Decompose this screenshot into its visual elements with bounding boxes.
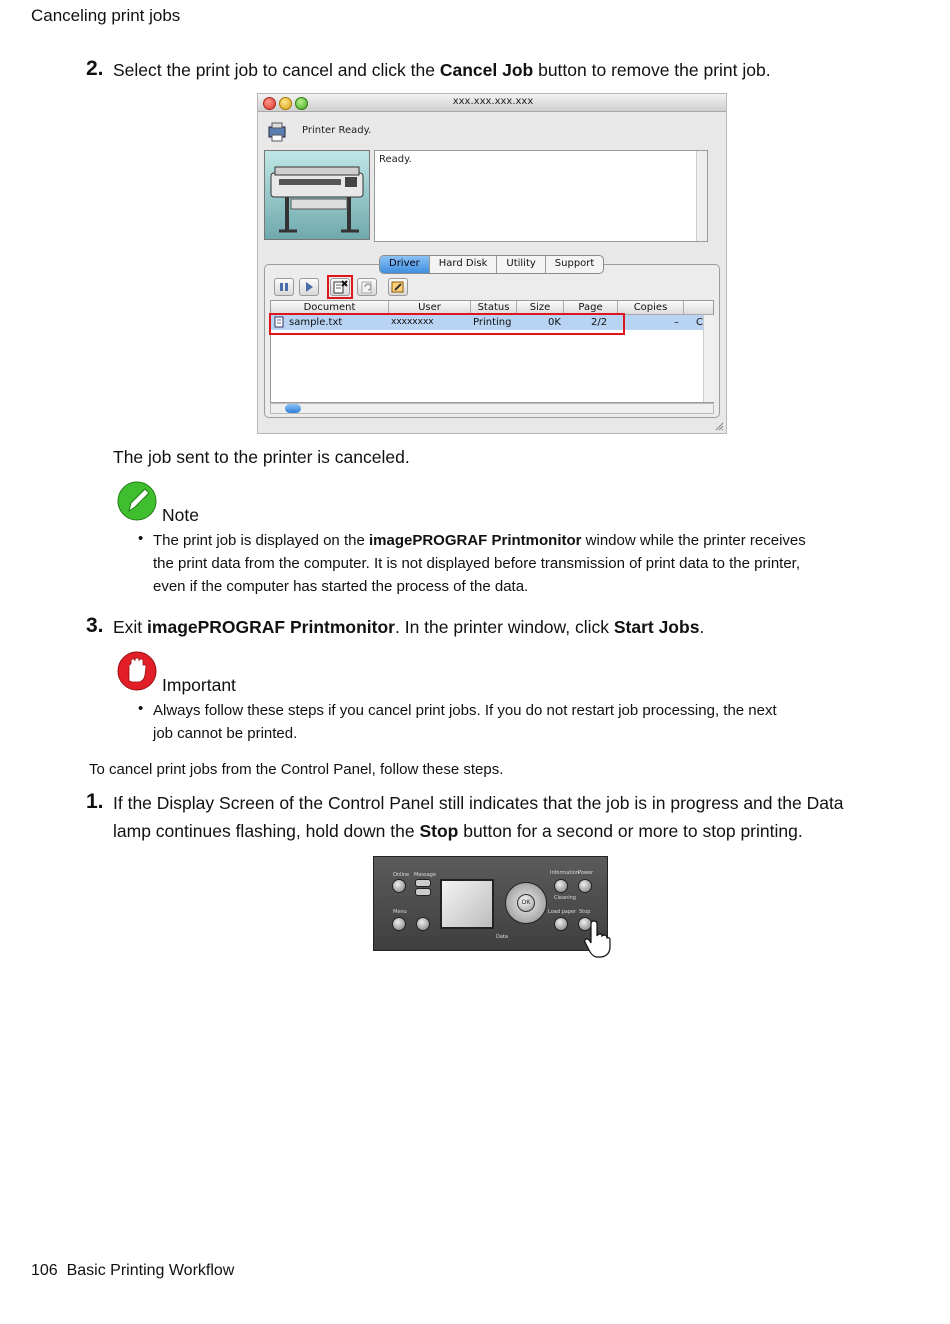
label-online: Online bbox=[393, 872, 410, 878]
horizontal-scrollbar[interactable] bbox=[270, 403, 714, 414]
printer-status-label: Printer Ready. bbox=[302, 125, 372, 136]
ready-text: Ready. bbox=[379, 154, 412, 165]
text-bold: imagePROGRAF Printmonitor bbox=[368, 532, 582, 549]
label-data: Data bbox=[496, 934, 508, 940]
step-number: 3. bbox=[86, 614, 104, 637]
label-load-paper: Load paper bbox=[548, 909, 577, 915]
text-part: The print job is displayed on the bbox=[153, 532, 369, 549]
cell-status: Printing bbox=[473, 317, 512, 328]
col-status[interactable]: Status bbox=[471, 301, 517, 314]
navigation-dpad[interactable] bbox=[505, 882, 547, 924]
printer-status-icon bbox=[267, 121, 289, 143]
tab-support[interactable]: Support bbox=[554, 258, 595, 269]
important-title: Important bbox=[162, 675, 236, 695]
text-part: button for a second or more to stop printing. bbox=[458, 821, 803, 841]
step-text bbox=[113, 789, 844, 845]
restart-icon bbox=[358, 279, 376, 295]
col-size[interactable]: Size bbox=[517, 301, 564, 314]
play-icon bbox=[300, 279, 318, 295]
cell-user: xxxxxxxx bbox=[391, 317, 434, 327]
text-bold: Stop bbox=[419, 821, 459, 841]
step1-line-2 bbox=[113, 817, 844, 845]
load-paper-button[interactable] bbox=[554, 917, 568, 931]
status-scrollbar[interactable] bbox=[696, 151, 707, 241]
tool-icon bbox=[389, 279, 407, 295]
resize-grip-icon[interactable] bbox=[714, 421, 724, 431]
important-text bbox=[153, 699, 777, 745]
step-number: 2. bbox=[86, 57, 104, 80]
control-panel-image bbox=[373, 856, 608, 951]
tab-utility[interactable]: Utility bbox=[497, 256, 545, 273]
intro-text: To cancel print jobs from the Control Panel, follow these steps. bbox=[89, 761, 504, 778]
important-line-1: Always follow these steps if you cancel print jobs. If you do not restart job processing, the next bbox=[153, 702, 777, 719]
step-text bbox=[113, 56, 771, 84]
result-text: The job sent to the printer is canceled. bbox=[113, 447, 410, 467]
resume-button[interactable] bbox=[299, 278, 319, 296]
note-text bbox=[153, 529, 806, 598]
step-number: 1. bbox=[86, 790, 104, 813]
display-screen bbox=[440, 879, 494, 929]
back-button[interactable] bbox=[416, 917, 430, 931]
label-power: Power bbox=[578, 870, 594, 876]
restart-job-button[interactable] bbox=[357, 278, 377, 296]
important-line-2: job cannot be printed. bbox=[153, 725, 298, 742]
printer-image bbox=[264, 150, 370, 240]
text-part: Exit bbox=[113, 617, 148, 637]
label-information: Information bbox=[550, 870, 579, 876]
step-text-part: button to remove the print job. bbox=[533, 60, 771, 80]
power-button[interactable] bbox=[578, 879, 592, 893]
message-lamp-2 bbox=[415, 888, 431, 896]
page-header: Canceling print jobs bbox=[31, 6, 181, 25]
col-document[interactable]: Document bbox=[271, 301, 389, 314]
utility-tool-button[interactable] bbox=[388, 278, 408, 296]
text-bold: Start Jobs bbox=[613, 617, 700, 637]
pointing-hand-icon bbox=[583, 920, 613, 960]
important-hand-icon bbox=[117, 651, 157, 691]
window-titlebar bbox=[258, 94, 726, 112]
step-text-bold: Cancel Job bbox=[439, 60, 534, 80]
scroll-thumb[interactable] bbox=[285, 404, 301, 413]
pause-button[interactable] bbox=[274, 278, 294, 296]
text-part: . bbox=[699, 617, 705, 637]
label-stop: Stop bbox=[579, 909, 591, 915]
cell-size: 0K bbox=[548, 317, 561, 328]
job-row-highlight bbox=[269, 313, 625, 335]
tab-hard-disk[interactable]: Hard Disk bbox=[430, 256, 498, 273]
note-title: Note bbox=[162, 505, 199, 525]
tab-bar bbox=[379, 255, 604, 274]
text-part: lamp continues flashing, hold down the bbox=[113, 821, 420, 841]
tab-driver[interactable]: Driver bbox=[380, 256, 430, 273]
footer-title: Basic Printing Workflow bbox=[66, 1262, 235, 1279]
note-pencil-icon bbox=[117, 481, 157, 521]
status-message-box bbox=[374, 150, 708, 242]
window-title: xxx.xxx.xxx.xxx bbox=[452, 96, 534, 107]
bullet: • bbox=[138, 700, 144, 717]
cell-extra: C bbox=[696, 317, 703, 328]
label-cleaning: Cleaning bbox=[554, 895, 576, 901]
col-page[interactable]: Page bbox=[564, 301, 618, 314]
ok-button[interactable]: OK bbox=[517, 894, 535, 912]
cell-page: 2/2 bbox=[591, 317, 608, 328]
col-user[interactable]: User bbox=[389, 301, 471, 314]
page-footer bbox=[31, 1262, 234, 1280]
col-copies[interactable]: Copies bbox=[618, 301, 684, 314]
step1-line-1: If the Display Screen of the Control Panel still indicates that the job is in progress and the Data bbox=[113, 793, 844, 813]
large-format-printer-icon bbox=[265, 151, 369, 239]
page-number: 106 bbox=[31, 1262, 58, 1279]
text-bold: imagePROGRAF Printmonitor bbox=[147, 617, 395, 637]
label-menu: Menu bbox=[393, 909, 407, 915]
cell-document: sample.txt bbox=[289, 317, 343, 328]
note-line-2: the print data from the computer. It is not displayed before transmission of print data to the printer, bbox=[153, 555, 801, 572]
printmonitor-window bbox=[257, 93, 727, 434]
step-text-part: Select the print job to cancel and click the bbox=[113, 60, 440, 80]
cell-copies: – bbox=[674, 317, 679, 328]
information-button[interactable] bbox=[554, 879, 568, 893]
online-button[interactable] bbox=[392, 879, 406, 893]
label-message: Message bbox=[414, 872, 436, 878]
step-text bbox=[113, 613, 704, 641]
cancel-job-highlight bbox=[327, 275, 353, 299]
job-list-scrollbar[interactable] bbox=[703, 315, 714, 402]
message-lamp bbox=[415, 879, 431, 887]
bullet: • bbox=[138, 530, 144, 547]
note-line-1 bbox=[153, 529, 806, 552]
menu-button[interactable] bbox=[392, 917, 406, 931]
pause-icon bbox=[275, 279, 293, 295]
text-part: . In the printer window, click bbox=[394, 617, 614, 637]
note-line-3: even if the computer has started the process of the data. bbox=[153, 578, 529, 595]
text-part: window while the printer receives bbox=[581, 532, 806, 549]
